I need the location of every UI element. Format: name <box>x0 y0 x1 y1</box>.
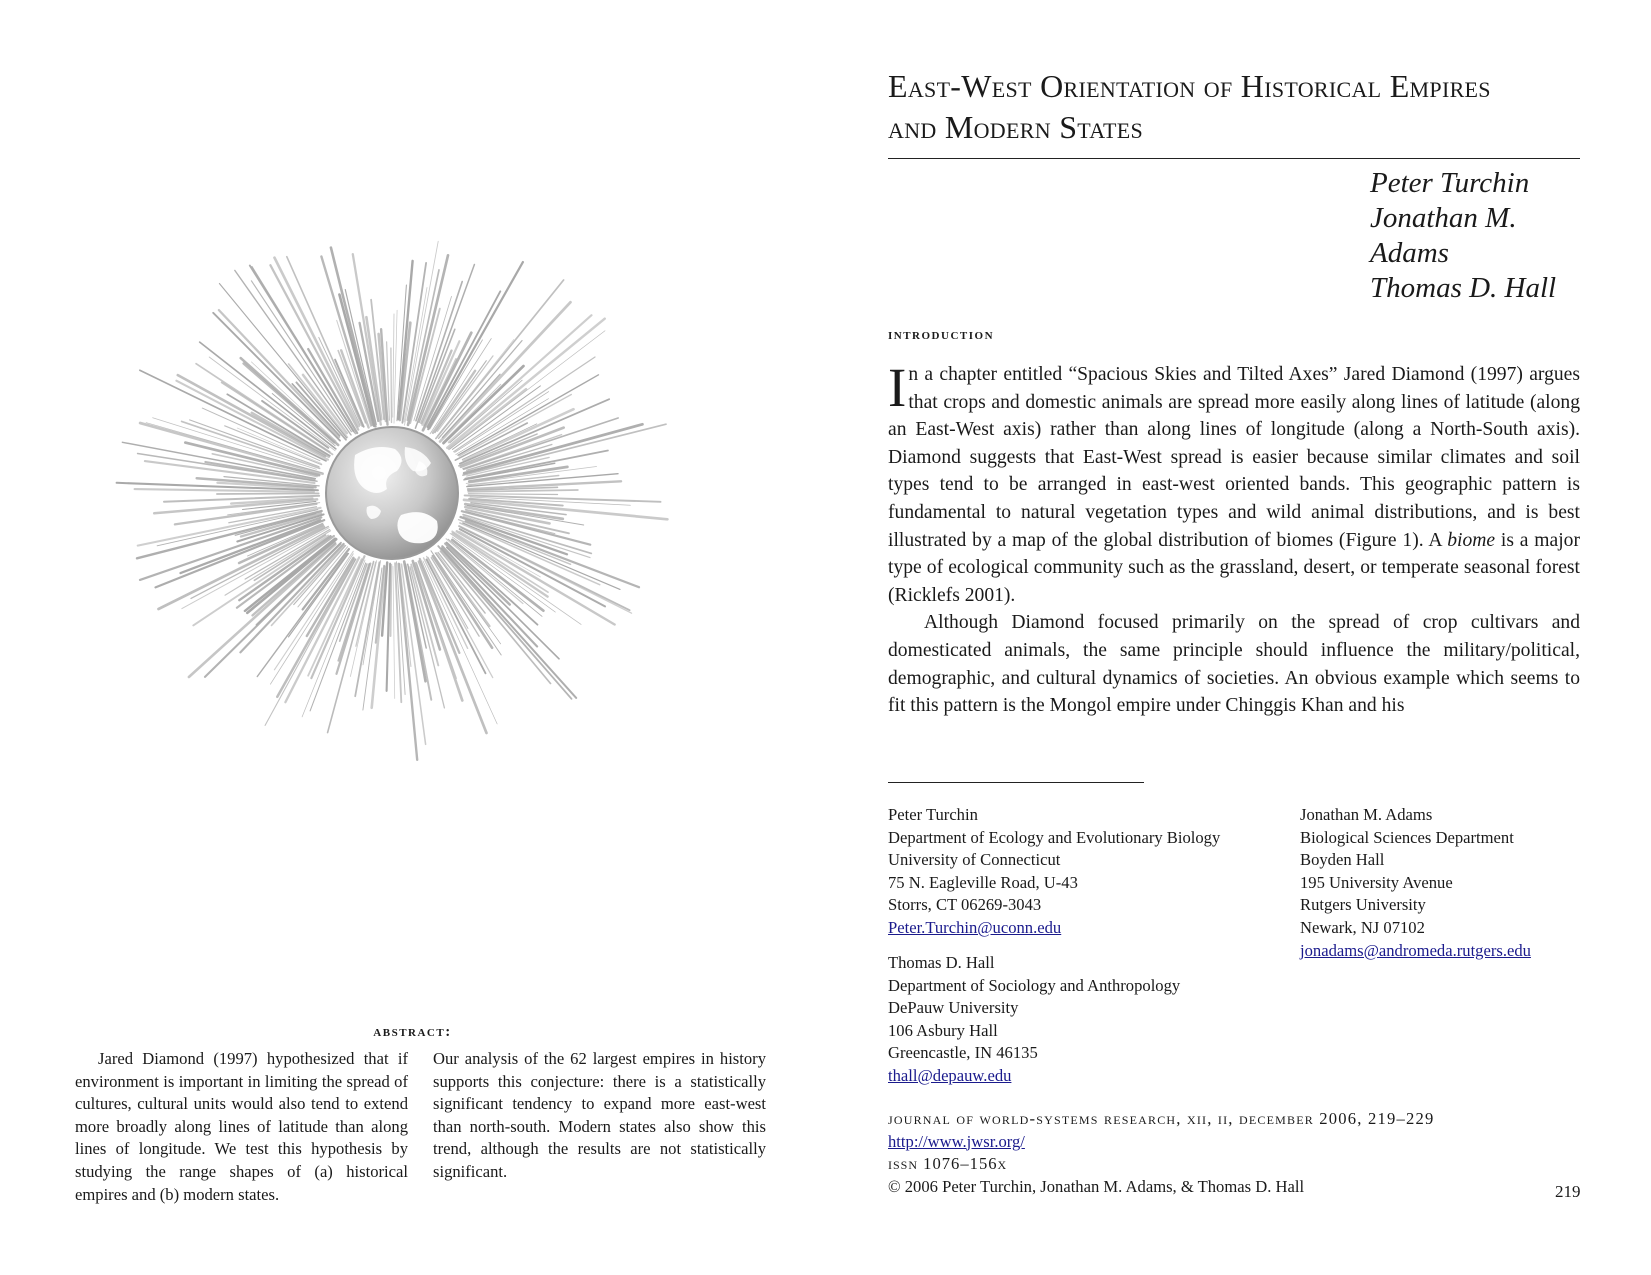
email-link[interactable]: jonadams@andromeda.rutgers.edu <box>1300 940 1531 960</box>
affiliation-line: Rutgers University <box>1300 895 1426 915</box>
sunburst-ray <box>469 494 558 495</box>
sunburst-ray <box>252 267 355 434</box>
italic-term: biome <box>1447 529 1496 551</box>
title-rule <box>888 158 1580 159</box>
sunburst-ray <box>453 386 541 450</box>
author-list <box>1370 166 1600 306</box>
sunburst-ray <box>394 310 397 423</box>
abstract-heading: abstract: <box>373 1024 452 1040</box>
affiliation-line: Department of Sociology and Anthropology <box>888 975 1181 995</box>
affiliation-turchin <box>888 804 1220 940</box>
affiliation-line: Jonathan M. Adams <box>1300 805 1433 824</box>
body-text <box>888 357 1580 720</box>
affiliation-line: Storrs, CT 06269-3043 <box>888 895 1042 915</box>
affiliation-line: Boyden Hall <box>1300 850 1385 870</box>
paragraph: Although Diamond focused primarily on the spread of crop cultivars and domesticated animals, the same principle should influence the military/political, demographic, and cultural dynamics of societies. An obvious example which seems to fit this pattern is the Mongol empire under Chinggis Khan and his <box>888 612 1580 717</box>
affiliation-adams <box>1300 804 1531 962</box>
issn: issn 1076–156x <box>888 1154 1008 1174</box>
drop-cap: I <box>888 357 907 418</box>
section-heading: introduction <box>888 326 995 343</box>
affiliation-line: Thomas D. Hall <box>888 953 995 972</box>
author-name: Jonathan M. Adams <box>1370 202 1517 269</box>
paragraph-text: is a major type of ecological community such as the grassland, desert, or temperate seasonal forest (Ricklefs 2001). <box>888 529 1580 606</box>
footnote-rule <box>888 782 1144 783</box>
affiliation-line: Department of Ecology and Evolutionary Biology <box>888 827 1221 847</box>
affiliation-line: 75 N. Eagleville Road, U-43 <box>888 872 1078 892</box>
affiliation-line: 195 University Avenue <box>1300 872 1453 892</box>
globe-icon <box>326 427 458 559</box>
right-page <box>825 0 1651 1275</box>
article-title <box>888 66 1588 148</box>
abstract-column-2: Our analysis of the 62 largest empires in history supports this conjecture: there is a statistically significant tendency to expand more east-west than north-south. Modern states also show this trend, although the results are not statistically significant. <box>433 1049 766 1181</box>
affiliation-line: Greencastle, IN 46135 <box>888 1043 1038 1063</box>
abstract-column-1: Jared Diamond (1997) hypothesized that if environment is important in limiting the spread of cultures, cultural units would also tend to extend more broadly along lines of latitude than along lines of longitude. We test this hypothesis by studying the range shapes of (a) historical empires and (b) modern states. <box>75 1049 408 1204</box>
sunburst-ray <box>393 314 394 417</box>
journal-citation: journal of world-systems research, xii, ii, december 2006, 219–229 <box>888 1109 1435 1128</box>
left-page <box>0 0 825 1275</box>
affiliation-line: DePauw University <box>888 998 1019 1018</box>
sunburst-ray <box>137 511 322 558</box>
sunburst-ray <box>410 567 444 708</box>
paragraph-text: n a chapter entitled “Spacious Skies and Tilted Axes” Jared Diamond (1997) argues that crops and domestic animals are spread more easily along lines of latitude (along an East-West axis) rather than along lines of longitude (along a North-South axis). Diamond suggests that East-West spread is easier because similar climates and soil types tend to be arranged in east-west oriented bands. This geographic pattern is fundamental to natural vegetation types and wild animal distributions, and is best illustrated by a map of the global distribution of biomes (Figure 1). A <box>888 364 1580 551</box>
article-title-line-1: East-West Orientation of Historical Empires <box>888 68 1491 104</box>
sunburst-ray <box>217 493 319 494</box>
article-title-line-2: and Modern States <box>888 109 1144 145</box>
email-link[interactable]: Peter.Turchin@uconn.edu <box>888 917 1062 937</box>
affiliation-line: Peter Turchin <box>888 805 978 824</box>
sunburst-globe-illustration <box>105 215 725 785</box>
affiliation-line: Biological Sciences Department <box>1300 827 1514 847</box>
page-number: 219 <box>1555 1182 1581 1201</box>
paragraph <box>888 357 1580 609</box>
sunburst-ray <box>122 442 315 478</box>
author-name: Peter Turchin <box>1370 167 1530 199</box>
journal-info <box>888 1108 1434 1198</box>
author-name: Thomas D. Hall <box>1370 272 1557 304</box>
sunburst-ray <box>372 567 385 708</box>
email-link[interactable]: thall@depauw.edu <box>888 1065 1012 1085</box>
affiliation-hall <box>888 952 1180 1088</box>
affiliation-line: Newark, NJ 07102 <box>1300 917 1425 937</box>
affiliation-line: 106 Asbury Hall <box>888 1020 998 1040</box>
sunburst-ray <box>387 564 391 691</box>
journal-url-link[interactable]: http://www.jwsr.org/ <box>888 1131 1025 1151</box>
sunburst-ray <box>391 348 392 423</box>
sunburst-ray <box>393 566 395 698</box>
copyright: © 2006 Peter Turchin, Jonathan M. Adams, & Thomas D. Hall <box>888 1176 1305 1196</box>
affiliation-line: University of Connecticut <box>888 850 1061 870</box>
